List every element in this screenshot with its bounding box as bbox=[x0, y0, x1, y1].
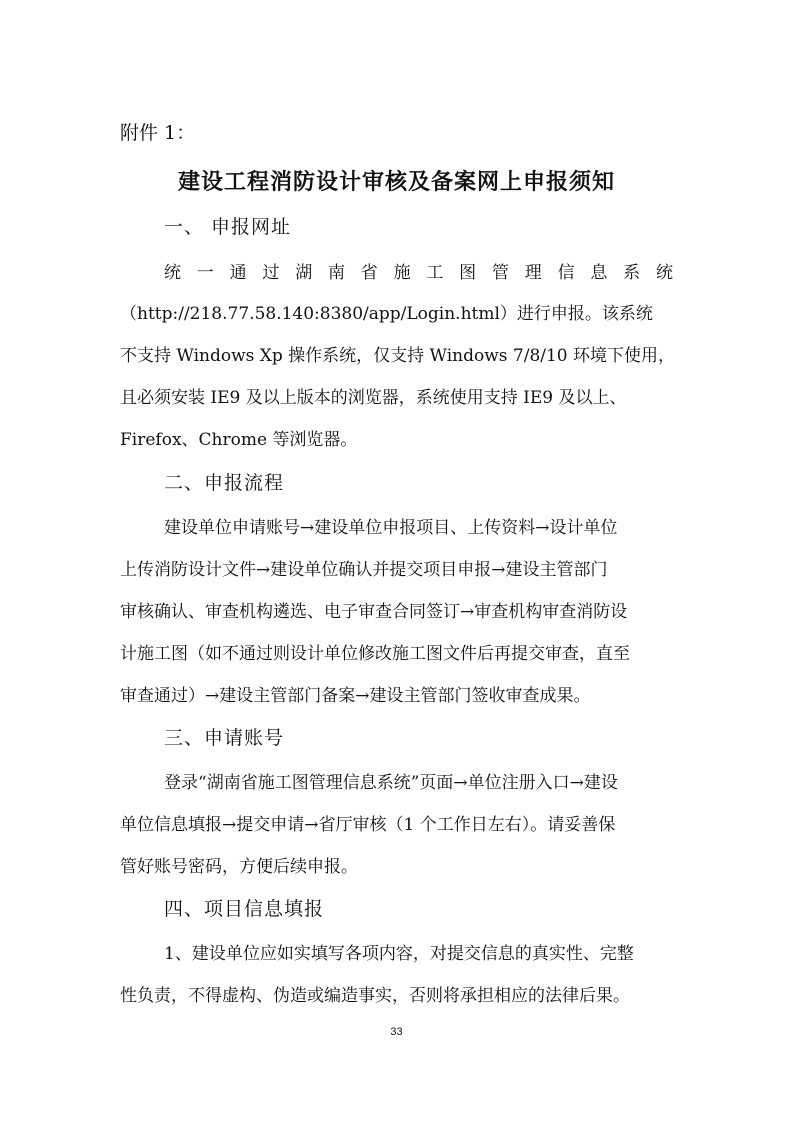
section-1-line-4: 且必须安装 IE9 及以上版本的浏览器，系统使用支持 IE9 及以上、 bbox=[120, 388, 627, 408]
spaced-char: 管 bbox=[491, 263, 509, 283]
section-2-line-4: 计施工图（如不通过则设计单位修改施工图文件后再提交审查，直至 bbox=[120, 644, 630, 664]
spaced-char: 信 bbox=[557, 263, 575, 283]
spaced-char: 统 bbox=[164, 263, 181, 283]
section-1-line-3: 不支持 Windows Xp 操作系统，仅支持 Windows 7/8/10 环境下使用， bbox=[120, 346, 676, 366]
section-3-line-3: 管好账号密码，方便后续申报。 bbox=[120, 857, 358, 877]
spaced-char: 过 bbox=[262, 263, 280, 283]
section-1-line-5: Firefox、Chrome 等浏览器。 bbox=[120, 430, 358, 450]
section-1-line-1-spaced bbox=[164, 258, 673, 283]
section-heading-4: 四、项目信息填报 bbox=[164, 898, 325, 920]
spaced-char: 统 bbox=[655, 263, 673, 283]
spaced-char: 系 bbox=[623, 263, 641, 283]
spaced-char: 湖 bbox=[295, 263, 313, 283]
section-2-line-3: 审核确认、审查机构遴选、电子审查合同签订→审查机构审查消防设 bbox=[120, 602, 628, 622]
spaced-char: 工 bbox=[426, 263, 444, 283]
spaced-char: 图 bbox=[459, 263, 477, 283]
spaced-char: 省 bbox=[360, 263, 378, 283]
section-1-line-2: （http://218.77.58.140:8380/app/Login.html）进行申报。该系统 bbox=[120, 304, 653, 324]
section-4-line-2: 性负责，不得虚构、伪造或编造事实，否则将承担相应的法律后果。 bbox=[120, 986, 630, 1006]
section-2-line-1: 建设单位申请账号→建设单位申报项目、上传资料→设计单位 bbox=[164, 518, 618, 538]
attachment-label: 附件 1： bbox=[120, 122, 196, 144]
section-heading-3: 三、申请账号 bbox=[164, 727, 285, 749]
section-3-line-2: 单位信息填报→提交申请→省厅审核（1 个工作日左右）。请妥善保 bbox=[120, 815, 616, 835]
spaced-char: 理 bbox=[524, 263, 542, 283]
section-3-line-1: 登录“湖南省施工图管理信息系统”页面→单位注册入口→建设 bbox=[164, 773, 618, 793]
section-2-line-5: 审查通过）→建设主管部门备案→建设主管部门签收审查成果。 bbox=[120, 686, 591, 706]
document-title: 建设工程消防设计审核及备案网上申报须知 bbox=[177, 170, 615, 195]
section-heading-1: 一、 申报网址 bbox=[164, 216, 292, 238]
spaced-char: 通 bbox=[229, 263, 247, 283]
spaced-char: 息 bbox=[590, 263, 608, 283]
section-heading-2: 二、申报流程 bbox=[164, 472, 285, 494]
spaced-char: 南 bbox=[327, 263, 345, 283]
section-4-line-1: 1、建设单位应如实填写各项内容，对提交信息的真实性、完整 bbox=[164, 944, 634, 964]
spaced-char: 一 bbox=[196, 263, 214, 283]
section-2-line-2: 上传消防设计文件→建设单位确认并提交项目申报→建设主管部门 bbox=[120, 560, 608, 580]
spaced-char: 施 bbox=[393, 263, 411, 283]
page-number: 33 bbox=[390, 1026, 403, 1038]
